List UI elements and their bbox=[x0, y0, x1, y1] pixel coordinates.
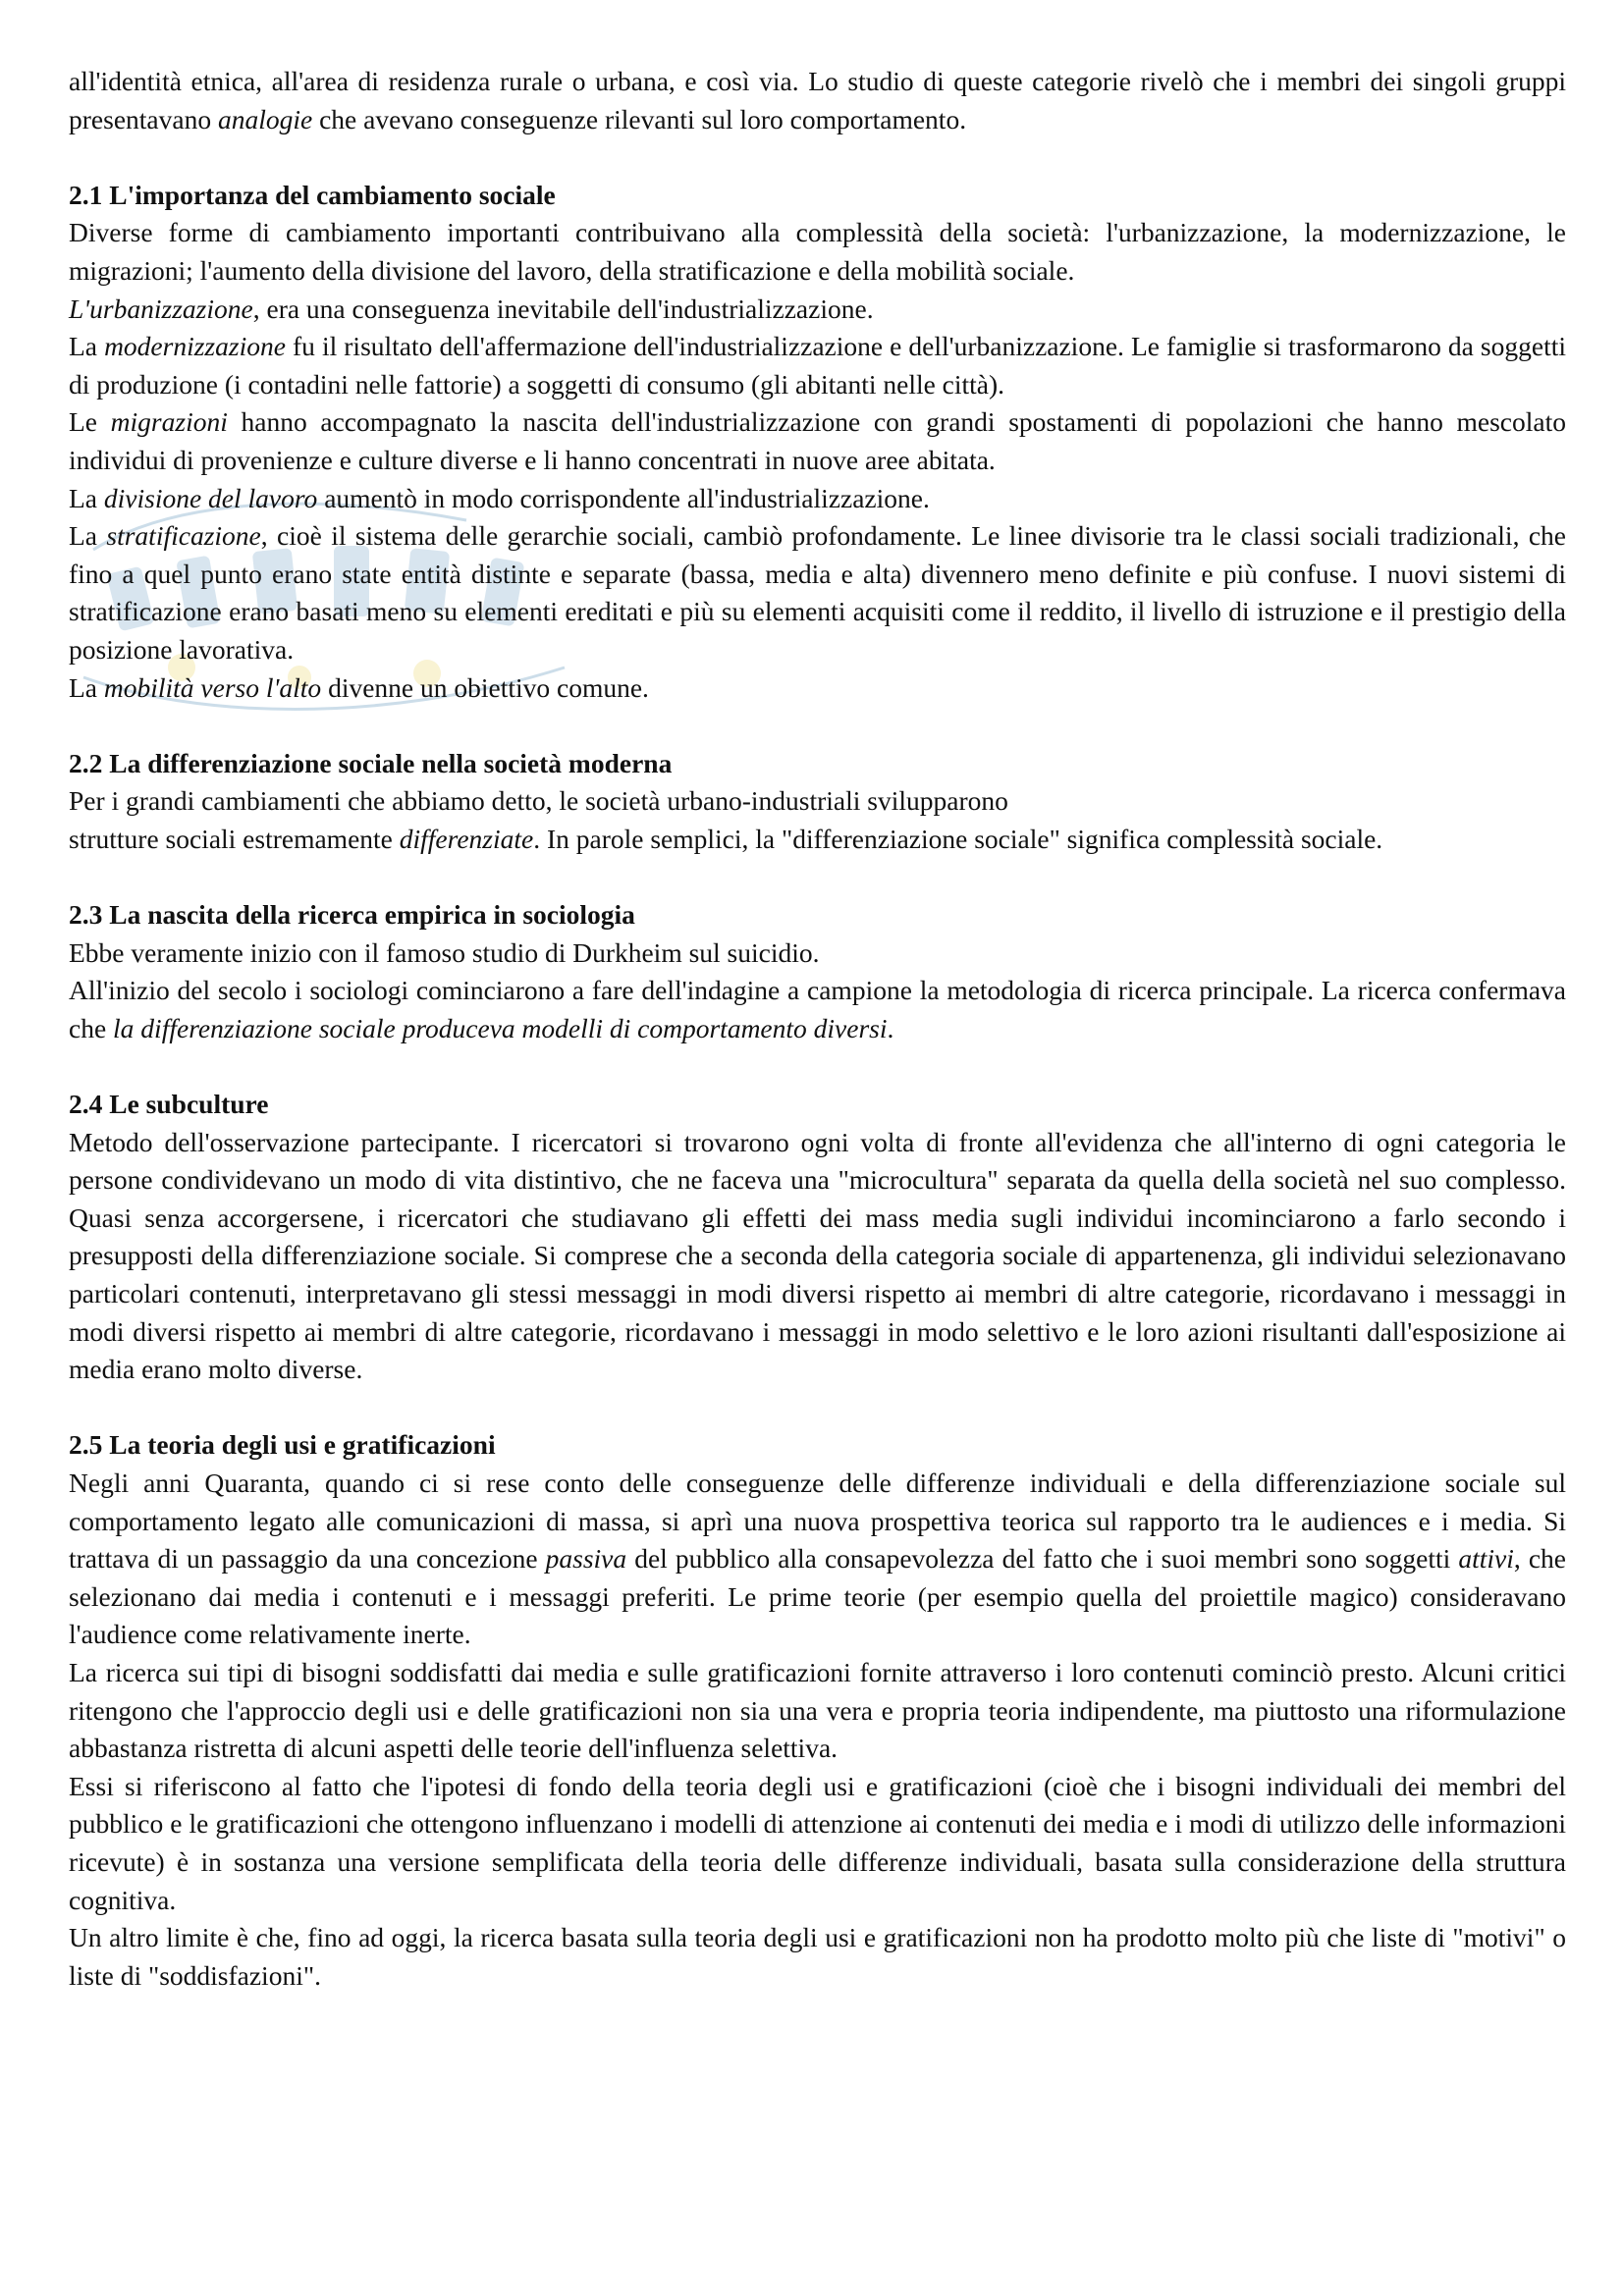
section-2-3-paragraph-1: Ebbe veramente inizio con il famoso studio di Durkheim sul suicidio. bbox=[69, 936, 820, 968]
section-2-4-heading: 2.4 Le subculture bbox=[69, 1089, 269, 1120]
document-page bbox=[69, 63, 1566, 1995]
section-2-1-paragraph-5: La divisione del lavoro aumentò in modo corrispondente all'industrializzazione. bbox=[69, 482, 930, 513]
section-2-5-paragraph-1: Negli anni Quaranta, quando ci si rese conto delle conseguenze delle differenze individuali e della differenziazione sociale sul comportamento legato alle comunicazioni di massa, si aprì una nuova prospettiva teorica sul rapporto tra le audiences e i media. Si trattava di un passaggio da una concezione passiva del pubblico alla consapevolezza del fatto che i suoi membri sono soggetti attivi, che selezionano dai media i contenuti e i messaggi preferiti. Le prime teorie (per esempio quella del proiettile magico) consideravano l'audience come relativamente inerte. bbox=[69, 1467, 1567, 1650]
section-2-5-heading: 2.5 La teoria degli usi e gratificazioni bbox=[69, 1429, 496, 1461]
section-2-1-heading: 2.1 L'importanza del cambiamento sociale bbox=[69, 179, 556, 210]
section-2-1-paragraph-4: Le migrazioni hanno accompagnato la nascita dell'industrializzazione con grandi spostamenti di popolazioni che hanno mescolato individui di provenienze e culture diverse e li hanno concentrati in nuove aree abitata. bbox=[69, 406, 1566, 475]
section-2-2-paragraph-2: strutture sociali estremamente differenziate. In parole semplici, la "differenziazione sociale" significa complessità sociale. bbox=[69, 823, 1383, 854]
section-2-3-heading: 2.3 La nascita della ricerca empirica in sociologia bbox=[69, 899, 635, 931]
section-2-1-paragraph-7: La mobilità verso l'alto divenne un obiettivo comune. bbox=[69, 671, 649, 703]
intro-paragraph: all'identità etnica, all'area di residenza rurale o urbana, e così via. Lo studio di queste categorie rivelò che i membri dei singoli gruppi presentavano analogie che avevano conseguenze rilevanti sul loro comportamento. bbox=[69, 66, 1566, 134]
section-2-5-paragraph-3: Essi si riferiscono al fatto che l'ipotesi di fondo della teoria degli usi e gratificazioni (cioè che i bisogni individuali dei membri del pubblico e le gratificazioni che ottengono influenzano i modelli di attenzione ai contenuti dei media e i modi di utilizzo delle informazioni ricevute) è in sostanza una versione semplificata della teoria delle differenze individuali, basata sulla considerazione della struttura cognitiva. bbox=[69, 1770, 1566, 1915]
section-2-1-paragraph-1: Diverse forme di cambiamento importanti contribuivano alla complessità della società: l'urbanizzazione, la modernizzazione, le migrazioni; l'aumento della divisione del lavoro, della stratificazione e della mobilità sociale. bbox=[69, 217, 1566, 286]
section-2-5-paragraph-2: La ricerca sui tipi di bisogni soddisfatti dai media e sulle gratificazioni fornite attraverso i loro contenuti cominciò presto. Alcuni critici ritengono che l'approccio degli usi e delle gratificazioni non sia una vera e propria teoria indipendente, ma piuttosto una riformulazione abbastanza ristretta di alcuni aspetti delle teorie dell'influenza selettiva. bbox=[69, 1656, 1566, 1764]
section-2-1-paragraph-6: La stratificazione, cioè il sistema delle gerarchie sociali, cambiò profondamente. Le linee divisorie tra le classi sociali tradizionali, che fino a quel punto erano state entità distinte e separate (bassa, media e alta) divennero meno definite e più confuse. I nuovi sistemi di stratificazione erano basati meno su elementi ereditati e più su elementi acquisiti come il reddito, il livello di istruzione e il prestigio della posizione lavorativa. bbox=[69, 520, 1566, 665]
section-2-3-paragraph-2: All'inizio del secolo i sociologi cominciarono a fare dell'indagine a campione la metodologia di ricerca principale. La ricerca confermava che la differenziazione sociale produceva modelli di comportamento diversi. bbox=[69, 975, 1566, 1043]
section-2-5-paragraph-4: Un altro limite è che, fino ad oggi, la ricerca basata sulla teoria degli usi e gratificazioni non ha prodotto molto più che liste di "motivi" o liste di "soddisfazioni". bbox=[69, 1922, 1566, 1991]
section-2-2-paragraph-1: Per i grandi cambiamenti che abbiamo detto, le società urbano-industriali svilupparono bbox=[69, 785, 1008, 817]
section-2-4-paragraph-1: Metodo dell'osservazione partecipante. I ricercatori si trovarono ogni volta di fronte all'evidenza che all'interno di ogni categoria le persone condividevano un modo di vita distintivo, che ne faceva una "microcultura" separata da quella della società nel suo complesso. Quasi senza accorgersene, i ricercatori che studiavano gli effetti dei mass media sugli individui incominciarono a farlo secondo i presupposti della differenziazione sociale. Si comprese che a seconda della categoria sociale di appartenenza, gli individui selezionavano particolari contenuti, interpretavano gli stessi messaggi in modi diversi rispetto ai membri di altre categorie, ricordavano i messaggi in modi diversi rispetto ai membri di altre categorie, ricordavano i messaggi in modo selettivo e le loro azioni risultanti dall'esposizione ai media erano molto diverse. bbox=[69, 1126, 1566, 1385]
section-2-2-heading: 2.2 La differenziazione sociale nella società moderna bbox=[69, 747, 673, 778]
section-2-1-paragraph-3: La modernizzazione fu il risultato dell'affermazione dell'industrializzazione e dell'urbanizzazione. Le famiglie si trasformarono da soggetti di produzione (i contadini nelle fattorie) a soggetti di consumo (gli abitanti nelle città). bbox=[69, 331, 1566, 400]
section-2-1-paragraph-2: L'urbanizzazione, era una conseguenza inevitabile dell'industrializzazione. bbox=[69, 293, 874, 324]
